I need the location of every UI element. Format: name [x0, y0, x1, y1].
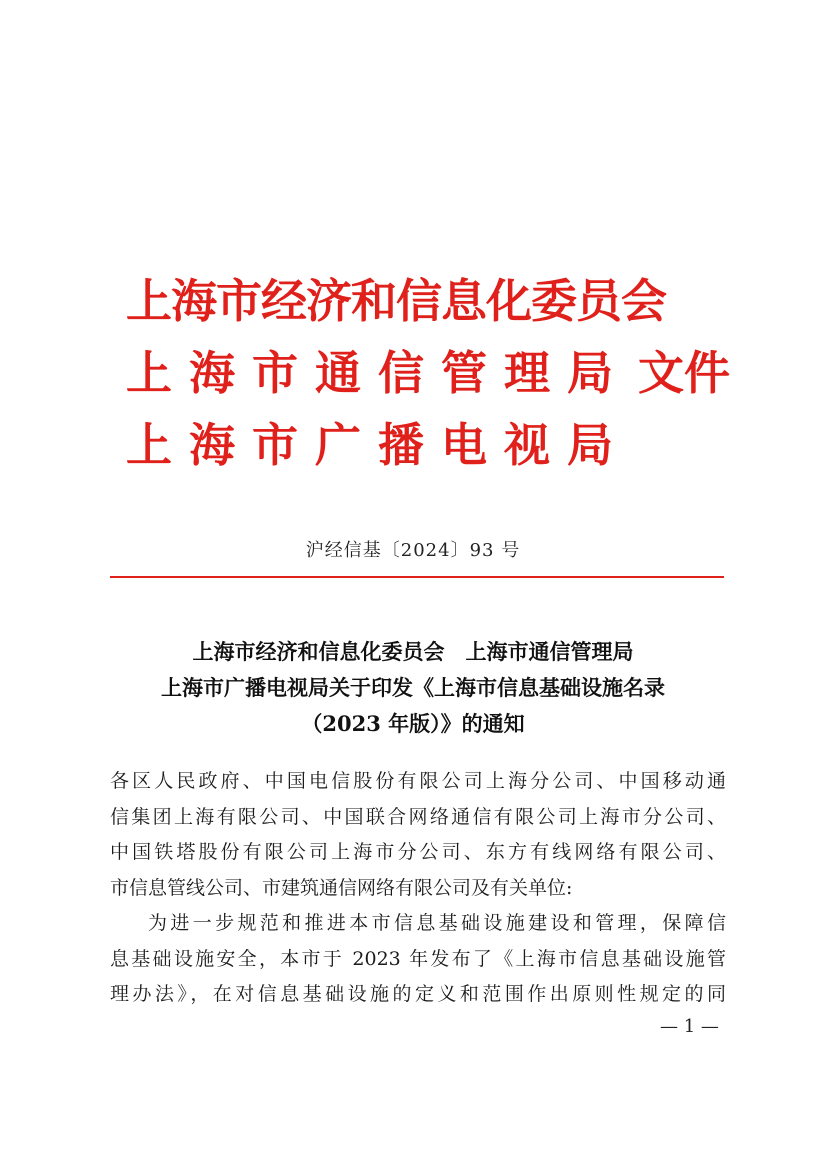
recipients-line: 各区人民政府、中国电信股份有限公司上海分公司、中国移动通	[110, 770, 726, 792]
document-title	[90, 634, 736, 742]
page-number: — 1 —	[660, 1016, 719, 1037]
red-divider-line	[110, 576, 724, 578]
recipients-line: 中国铁塔股份有限公司上海市分公司、东方有线网络有限公司、	[110, 841, 726, 863]
paragraph-line: 理办法》，在对信息基础设施的定义和范围作出原则性规定的同	[110, 983, 726, 1005]
title-line-1: 上海市经济和信息化委员会 上海市通信管理局	[192, 639, 634, 664]
header-authority-1: 上海市经济和信息化委员会	[126, 274, 666, 328]
header-authority-2: 上海市通信管理局	[126, 346, 630, 400]
header-authority-3: 上海市广播电视局	[126, 418, 630, 472]
recipients-line: 市信息管线公司、市建筑通信网络有限公司及有关单位:	[110, 876, 573, 899]
title-line-3: （2023 年版）》的通知	[301, 711, 525, 736]
paragraph-line: 息基础设施安全，本市于 2023 年发布了《上海市信息基础设施管	[110, 947, 726, 970]
paragraph-line: 为进一步规范和推进本市信息基础设施建设和管理，保障信	[148, 912, 726, 934]
recipients-line: 信集团上海有限公司、中国联合网络通信有限公司上海市分公司、	[110, 805, 726, 828]
document-number: 沪经信基〔2024〕93 号	[305, 540, 521, 561]
header-document-suffix: 文件	[638, 346, 730, 400]
document-body	[110, 764, 726, 1013]
title-line-2: 上海市广播电视局关于印发《上海市信息基础设施名录	[161, 675, 665, 700]
